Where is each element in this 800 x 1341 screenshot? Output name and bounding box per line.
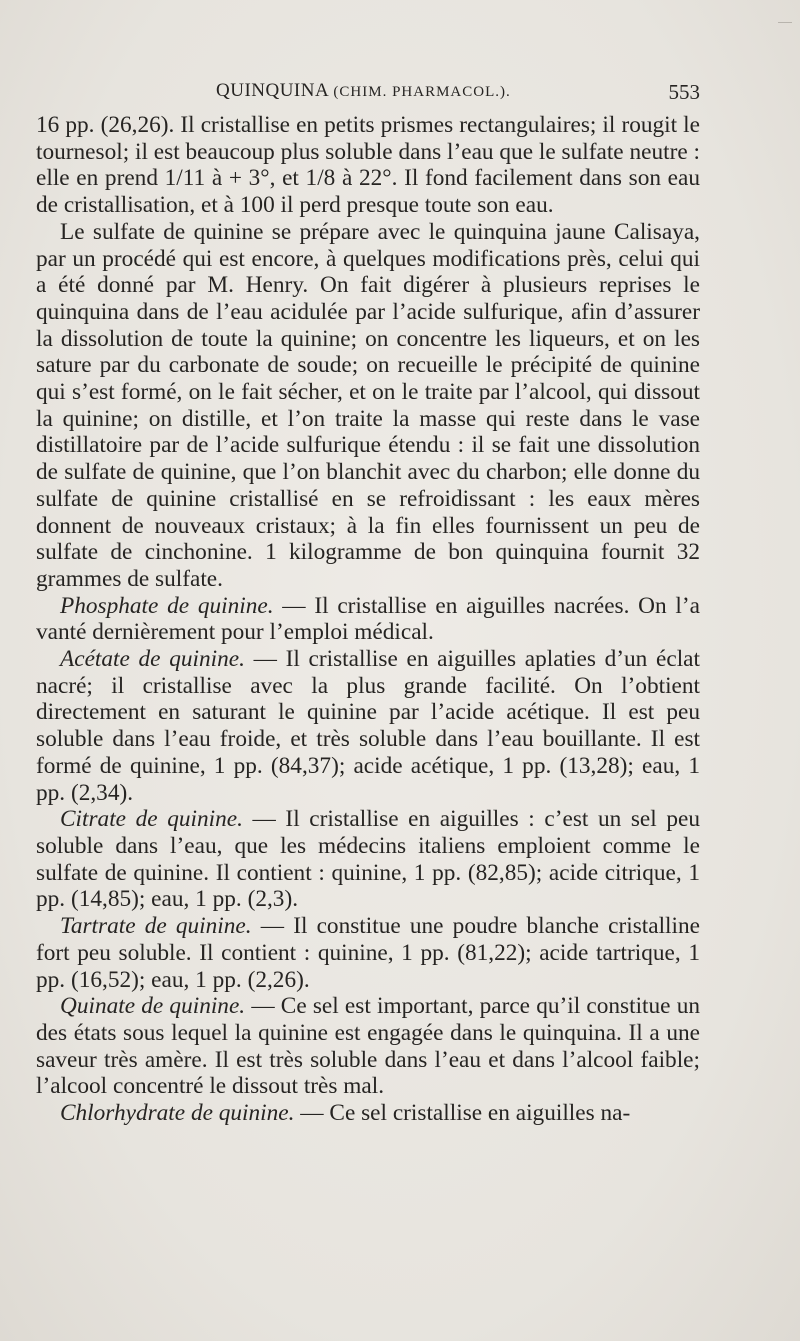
paragraph-phosphate bbox=[36, 593, 700, 646]
paragraph-text: — Ce sel est important, parce qu’il constitue un des états sous lequel la quinine est engagée dans le quinquina. Il a une saveur très amère. Il est très soluble dans l’eau et dans l’alcool faible; l’alcool concentré le dissout très mal. bbox=[36, 993, 700, 1100]
header-subtitle: (CHIM. PHARMACOL.). bbox=[333, 84, 511, 100]
page-number: 553 bbox=[668, 80, 700, 104]
entry-heading: Citrate de quinine. bbox=[60, 806, 243, 833]
paragraph-text: — Il constitue une poudre blanche cristalline fort peu soluble. Il contient : quinine, 1 pp. (81,22); acide tartrique, 1 pp. (16,52); eau, 1 pp. (2,26). bbox=[36, 913, 700, 993]
paragraph-chlorhydrate bbox=[36, 1100, 700, 1127]
header-title: QUINQUINA bbox=[216, 80, 329, 101]
paragraph-text: 16 pp. (26,26). Il cristallise en petits prismes rectangulaires; il rougit le tournesol; il est beaucoup plus soluble dans l’eau que le sulfate neutre : elle en prend 1/11 à + 3°, et 1/8 à 22°. Il fond facilement dans son eau de cristallisation, et à 100 il perd presque toute son eau. bbox=[36, 112, 700, 219]
running-title bbox=[216, 80, 511, 102]
paragraph-continuation bbox=[36, 112, 700, 219]
paragraph-quinate bbox=[36, 993, 700, 1100]
paragraph-tartrate bbox=[36, 913, 700, 993]
margin-mark bbox=[778, 22, 792, 23]
entry-heading: Acétate de quinine. bbox=[60, 646, 245, 673]
paragraph-acetate bbox=[36, 646, 700, 806]
paragraph-citrate bbox=[36, 806, 700, 913]
paragraph-text: — Ce sel cristallise en aiguilles na- bbox=[294, 1100, 631, 1127]
running-header bbox=[36, 80, 700, 110]
paragraph-text: — Il cristallise en aiguilles : c’est un sel peu soluble dans l’eau, que les médecins italiens emploient comme le sulfate de quinine. Il contient : quinine, 1 pp. (82,85); acide citrique, 1 pp. (14,85); eau, 1 pp. (2,3). bbox=[36, 806, 700, 913]
entry-heading: Tartrate de quinine. bbox=[60, 913, 252, 940]
body-text bbox=[36, 112, 700, 1127]
entry-heading: Chlorhydrate de quinine. bbox=[60, 1100, 295, 1127]
paragraph-text: Le sulfate de quinine se prépare avec le quinquina jaune Calisaya, par un procédé qui est encore, à quelques modifications près, celui qui a été donné par M. Henry. On fait digérer à plusieurs reprises le quinquina dans de l’eau acidulée par l’acide sulfurique, afin d’assurer la dissolution de toute la quinine; on concentre les liqueurs, et on les sature par du carbonate de soude; on recueille le précipité de quinine qui s’est formé, on le fait sécher, et on le traite par l’alcool, qui dissout la quinine; on distille, et l’on traite la masse qui reste dans le vase distillatoire par de l’acide sulfurique étendu : il se fait une dissolution de sulfate de quinine, que l’on blanchit avec du charbon; elle donne du sulfate de quinine cristallisé en se refroidissant : les eaux mères donnent de nouveaux cristaux; à la fin elles fournissent un peu de sulfate de cinchonine. 1 kilogramme de bon quinquina fournit 32 grammes de sulfate. bbox=[36, 218, 700, 592]
entry-heading: Phosphate de quinine. bbox=[60, 592, 274, 619]
paragraph-sulfate-preparation bbox=[36, 219, 700, 593]
entry-heading: Quinate de quinine. bbox=[60, 993, 246, 1020]
paragraph-text: — Il cristallise en aiguilles aplaties d’un éclat nacré; il cristallise avec la plus grande facilité. On l’obtient directement en saturant le quinine par l’acide acétique. Il est peu soluble dans l’eau froide, et très soluble dans l’eau bouillante. Il est formé de quinine, 1 pp. (84,37); acide acétique, 1 pp. (13,28); eau, 1 pp. (2,34). bbox=[36, 646, 700, 806]
paragraph-text: — Il cristallise en aiguilles nacrées. On l’a vanté dernièrement pour l’emploi médical. bbox=[36, 592, 700, 646]
